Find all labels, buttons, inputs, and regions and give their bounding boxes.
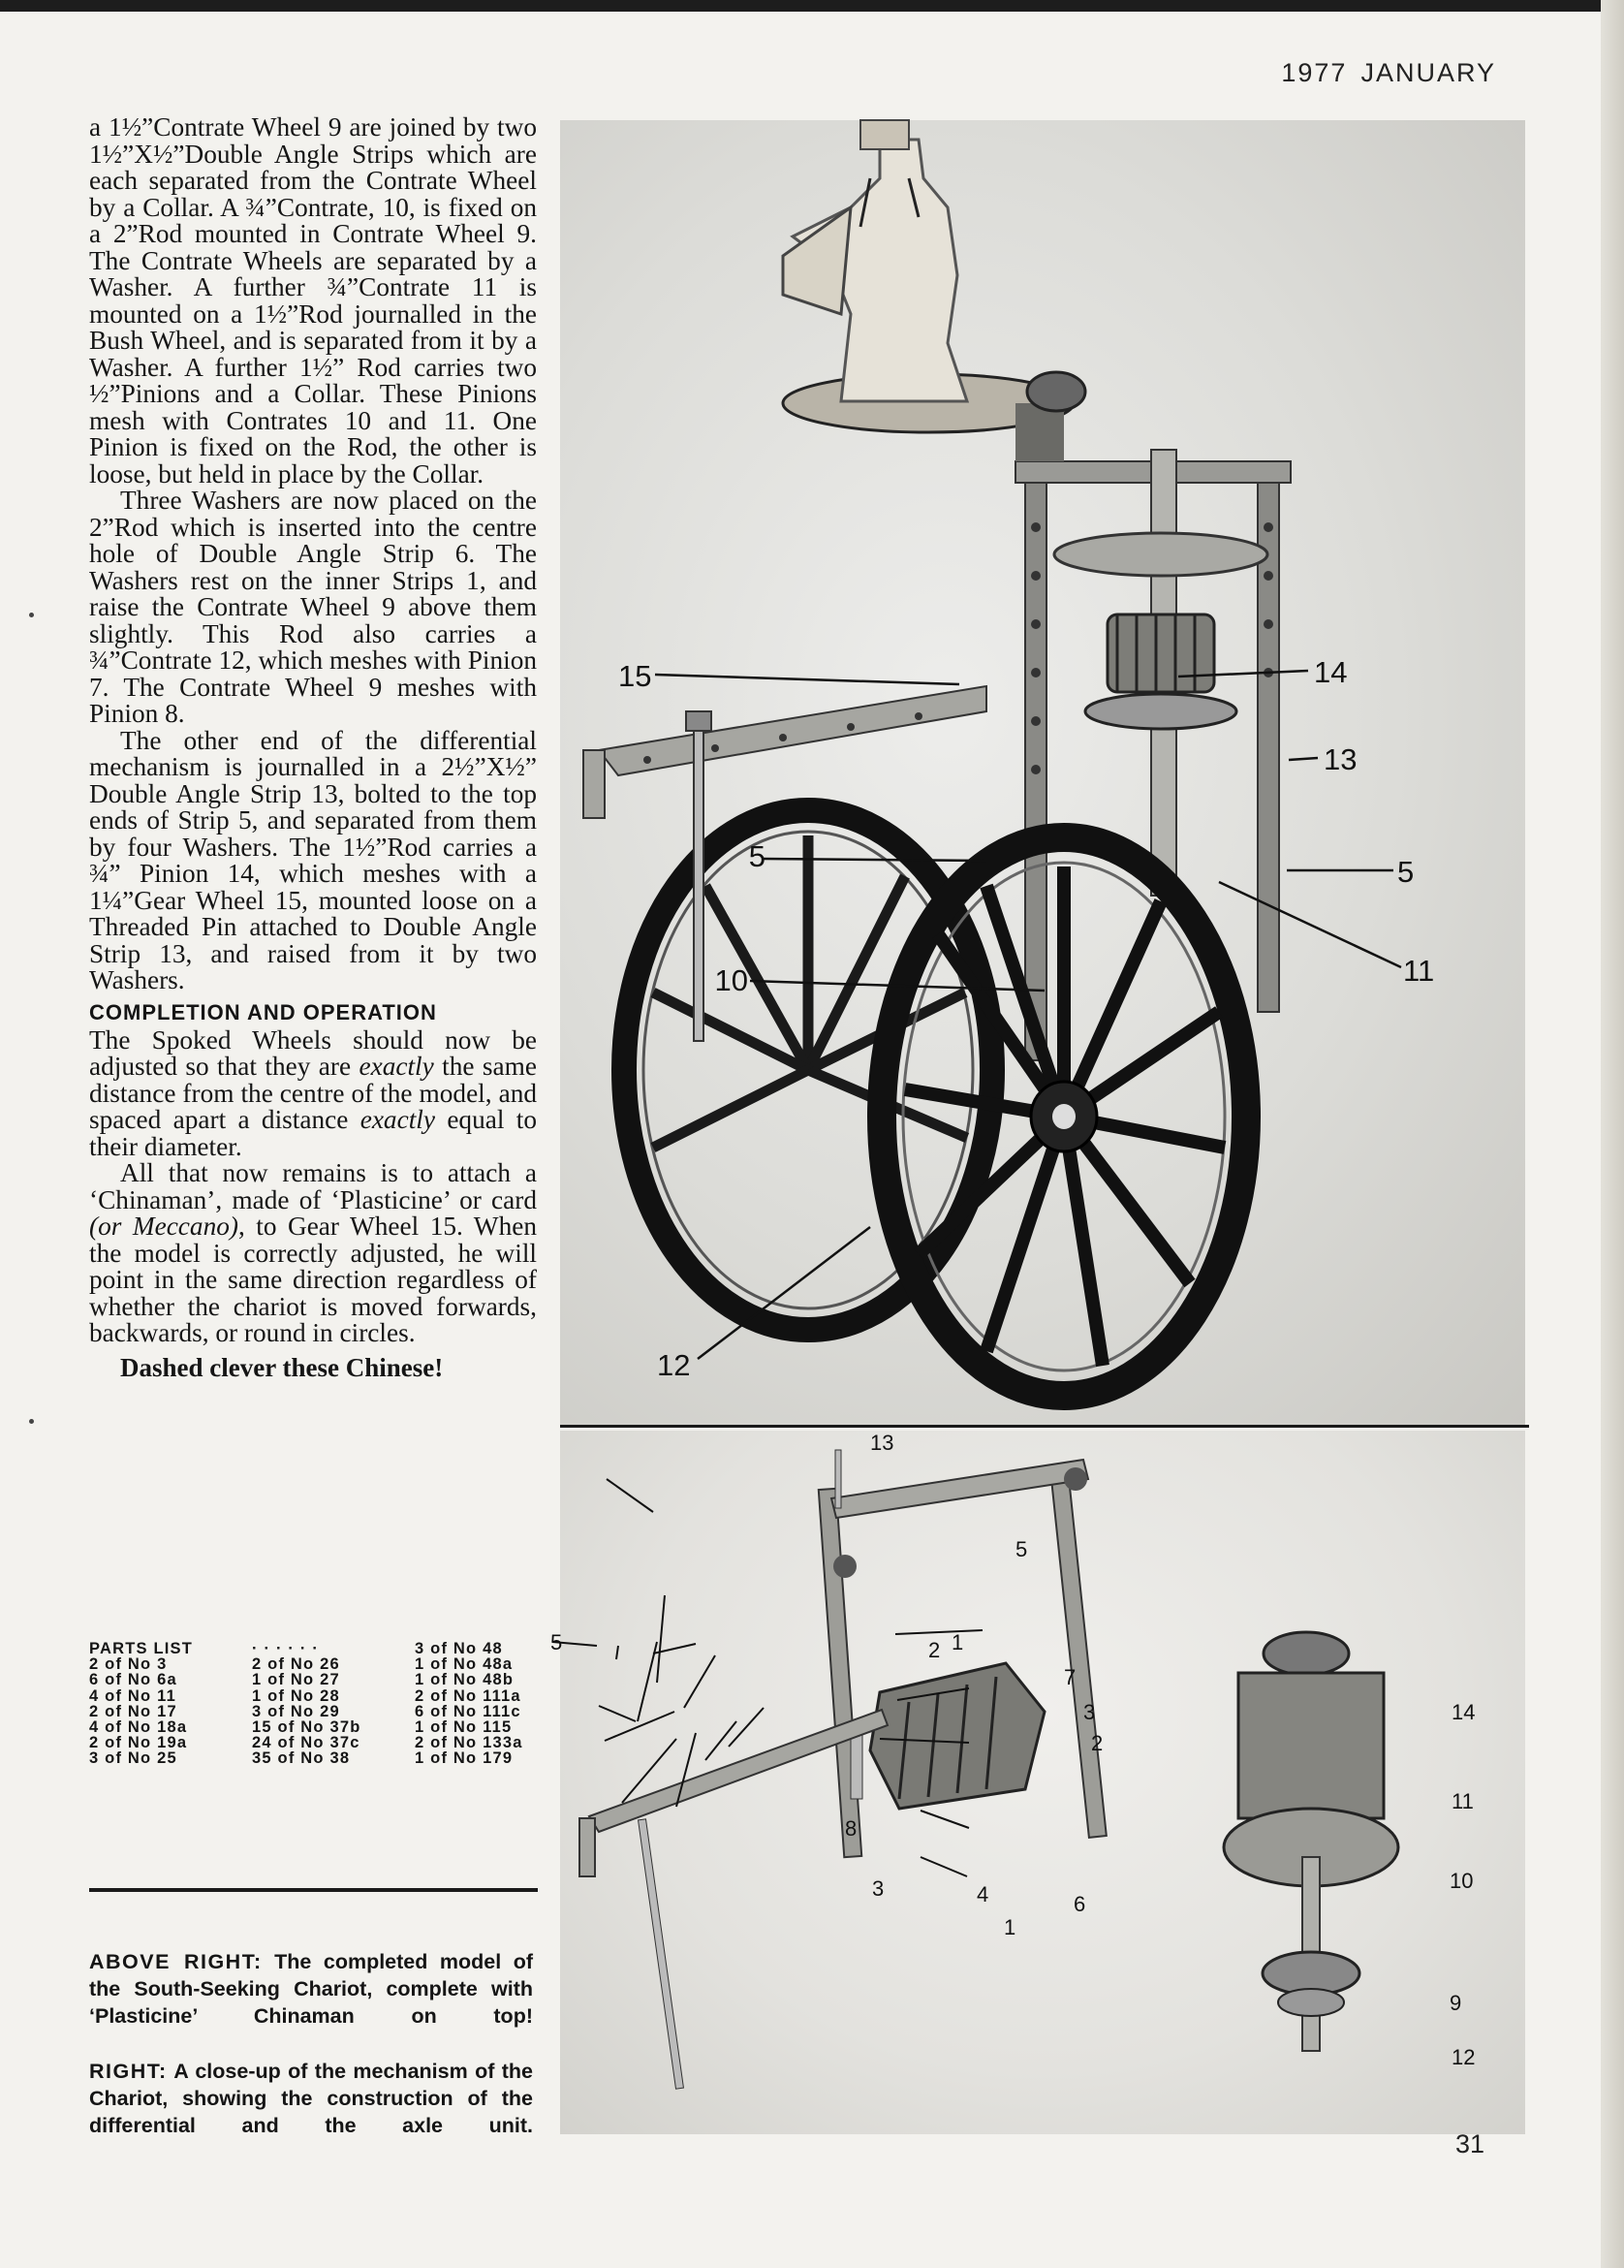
parts-list-cell: 1 of No 48b: [415, 1671, 515, 1689]
label-14: 14: [1452, 1700, 1476, 1724]
parts-list-cell: 1 of No 48a: [415, 1655, 514, 1674]
label-9: 9: [1450, 1991, 1462, 2015]
label-5: 5: [1015, 1537, 1028, 1561]
parts-list-cell: 2 of No 19a: [89, 1734, 188, 1752]
parts-list-cell: 15 of No 37b: [252, 1717, 361, 1736]
label-3: 3: [1083, 1700, 1096, 1724]
label-8: 8: [845, 1816, 858, 1841]
label-5: 5: [550, 1630, 563, 1654]
label-12: 12: [657, 1348, 691, 1382]
page-number: 31: [1454, 2129, 1484, 2158]
margin-mark: [29, 1419, 34, 1424]
emphasis: exactly: [359, 1052, 434, 1081]
closing-line: Dashed clever these Chinese!: [120, 1352, 444, 1382]
header-year: 1977: [1281, 58, 1348, 87]
caption-text: The completed model of the South-Seeking Chariot, complete with ‘Plasticine’ Chinaman on top!: [89, 1950, 533, 2028]
label-12: 12: [1452, 2045, 1476, 2069]
parts-list-row: [89, 1656, 540, 1672]
parts-list-row: [89, 1641, 540, 1656]
caption-lead: RIGHT:: [89, 2060, 168, 2083]
label-1: 1: [1004, 1915, 1016, 1939]
parts-list-cell: 35 of No 38: [252, 1749, 351, 1768]
differential-block: [851, 1663, 1045, 1809]
caption-above-right: [89, 1948, 533, 2030]
parts-list-cell: 1 of No 27: [252, 1671, 340, 1689]
parts-list-cell: PARTS LIST: [89, 1640, 194, 1657]
parts-list-cell: 6 of No 6a: [89, 1671, 177, 1689]
label-2: 2: [1091, 1731, 1104, 1755]
parts-list-cell: 2 of No 3: [89, 1655, 168, 1674]
label-1: 1: [952, 1630, 964, 1654]
label-11: 11: [1452, 1789, 1474, 1813]
photo-mechanism-closeup: [550, 1431, 1525, 2134]
section-heading: COMPLETION AND OPERATION: [89, 999, 437, 1024]
text-run: equal to their diameter.: [89, 1105, 537, 1161]
emphasis: exactly: [359, 1105, 435, 1134]
page-header: [1267, 58, 1496, 88]
article-paragraph: [89, 1024, 537, 1161]
label-15: 15: [618, 659, 652, 693]
parts-list-cell: 2 of No 133a: [415, 1734, 523, 1752]
caption-text: A close-up of the mechanism of the Chariot, showing the construction of the differential and the axle unit.: [89, 2060, 533, 2137]
label-13: 13: [1324, 742, 1358, 776]
parts-list-cell: 2 of No 17: [89, 1702, 177, 1720]
parts-list-cell: 1 of No 179: [415, 1749, 514, 1768]
parts-list-cell: 4 of No 11: [89, 1686, 176, 1705]
parts-list-row: [89, 1688, 540, 1704]
parts-list-row: [89, 1735, 540, 1750]
parts-list-cell: 2 of No 111a: [415, 1686, 521, 1705]
parts-list-cell: 3 of No 25: [89, 1749, 177, 1768]
label-13: 13: [870, 1431, 894, 1455]
label-14: 14: [1314, 655, 1348, 689]
header-month: JANUARY: [1360, 58, 1496, 87]
label-11: 11: [1403, 954, 1435, 988]
article-paragraph: [89, 1160, 537, 1347]
label-6: 6: [1074, 1892, 1086, 1916]
article-paragraph: a 1½”Contrate Wheel 9 are joined by two 1½”X½”Double Angle Strips which are each separated from the Contrate Wheel by a Collar. A ¾”Contrate, 10, is fixed on a 2”Rod mounted in Contrate Wheel 9. The Contrate Wheels are separated by a Washer. A further ¾”Contrate 11 is mounted on a 1½”Rod journalled in the Bush Wheel, and is separated from it by a Washer. A further 1½” Rod carries two ½”Pinions and a Collar. These Pinions mesh with Contrates 10 and 11. One Pinion is fixed on the Rod, the other is loose, but held in place by the Collar.: [89, 112, 537, 488]
rear-spoked-wheel: [624, 810, 992, 1330]
page-binding-edge: [1601, 0, 1624, 2268]
parts-list-cell: 2 of No 26: [252, 1655, 340, 1674]
parts-list-cell: 24 of No 37c: [252, 1734, 360, 1752]
parts-list-cell: 6 of No 111c: [415, 1702, 521, 1720]
label-5: 5: [748, 839, 765, 873]
label-4: 4: [977, 1882, 989, 1906]
chariot-illustration: [560, 120, 1525, 1425]
emphasis: (or Meccano): [89, 1212, 238, 1241]
divider-rule: [89, 1888, 538, 1892]
label-5: 5: [1397, 855, 1415, 889]
parts-list-cell: · · · · · ·: [252, 1640, 320, 1657]
label-3: 3: [872, 1876, 885, 1901]
parts-list-cell: 4 of No 18a: [89, 1717, 188, 1736]
article-paragraph: Three Washers are now placed on the 2”Rod which is inserted into the centre hole of Double Angle Strip 6. The Washers rest on the inner Strips 1, and raise the Contrate Wheel 9 above them slightly. This Rod also carries a ¾”Contrate 12, which meshes with Pinion 7. The Contrate Wheel 9 meshes with Pinion 8.: [89, 486, 537, 728]
chinaman-figure: [783, 120, 1085, 461]
parts-list-cell: 3 of No 48: [415, 1640, 503, 1657]
text-run: The Spoked Wheels should now be adjusted so that they are: [89, 1024, 537, 1081]
text-run: , to Gear Wheel 15. When the model is correctly adjusted, he will point in the same direction regardless of whether the chariot is moved forwards, backwards, or round in circles.: [89, 1212, 537, 1347]
caption-lead: ABOVE RIGHT:: [89, 1950, 263, 1973]
article-paragraph: The other end of the differential mechanism is journalled in a 2½”X½” Double Angle Strip 13, bolted to the top ends of Strip 5, and separated from them by four Washers. The 1½”Rod carries a ¾” Pinion 14, which meshes with a 1¼”Gear Wheel 15, mounted loose on a Threaded Pin attached to Double Angle Strip 13, and raised from it by two Washers.: [89, 725, 537, 994]
parts-list-row: [89, 1719, 540, 1735]
parts-list-row: [89, 1672, 540, 1687]
parts-list-cell: 1 of No 115: [415, 1717, 513, 1736]
parts-list-row: [89, 1704, 540, 1719]
front-spoked-wheel: [882, 837, 1246, 1396]
label-2: 2: [928, 1638, 941, 1662]
mechanism-illustration: [550, 1431, 1525, 2134]
page-top-border: [0, 0, 1624, 12]
photo-completed-chariot: [560, 120, 1525, 1425]
axle-unit: [1224, 1632, 1398, 2051]
text-run: All that now remains is to attach a ‘Chinaman’, made of ‘Plasticine’ or card: [89, 1158, 537, 1214]
photo-divider: [560, 1425, 1529, 1428]
parts-list-row: [89, 1750, 540, 1766]
text-run: the same distance from the centre of the model, and spaced apart a distance: [89, 1052, 537, 1134]
parts-list-cell: 3 of No 29: [252, 1702, 340, 1720]
label-10: 10: [714, 963, 748, 997]
label-10: 10: [1450, 1869, 1474, 1893]
margin-mark: [29, 613, 34, 617]
parts-list-cell: 1 of No 28: [252, 1686, 340, 1705]
parts-list: [89, 1641, 540, 1767]
label-7: 7: [1064, 1665, 1077, 1689]
article-column: [89, 114, 537, 1383]
caption-right: [89, 2058, 533, 2139]
